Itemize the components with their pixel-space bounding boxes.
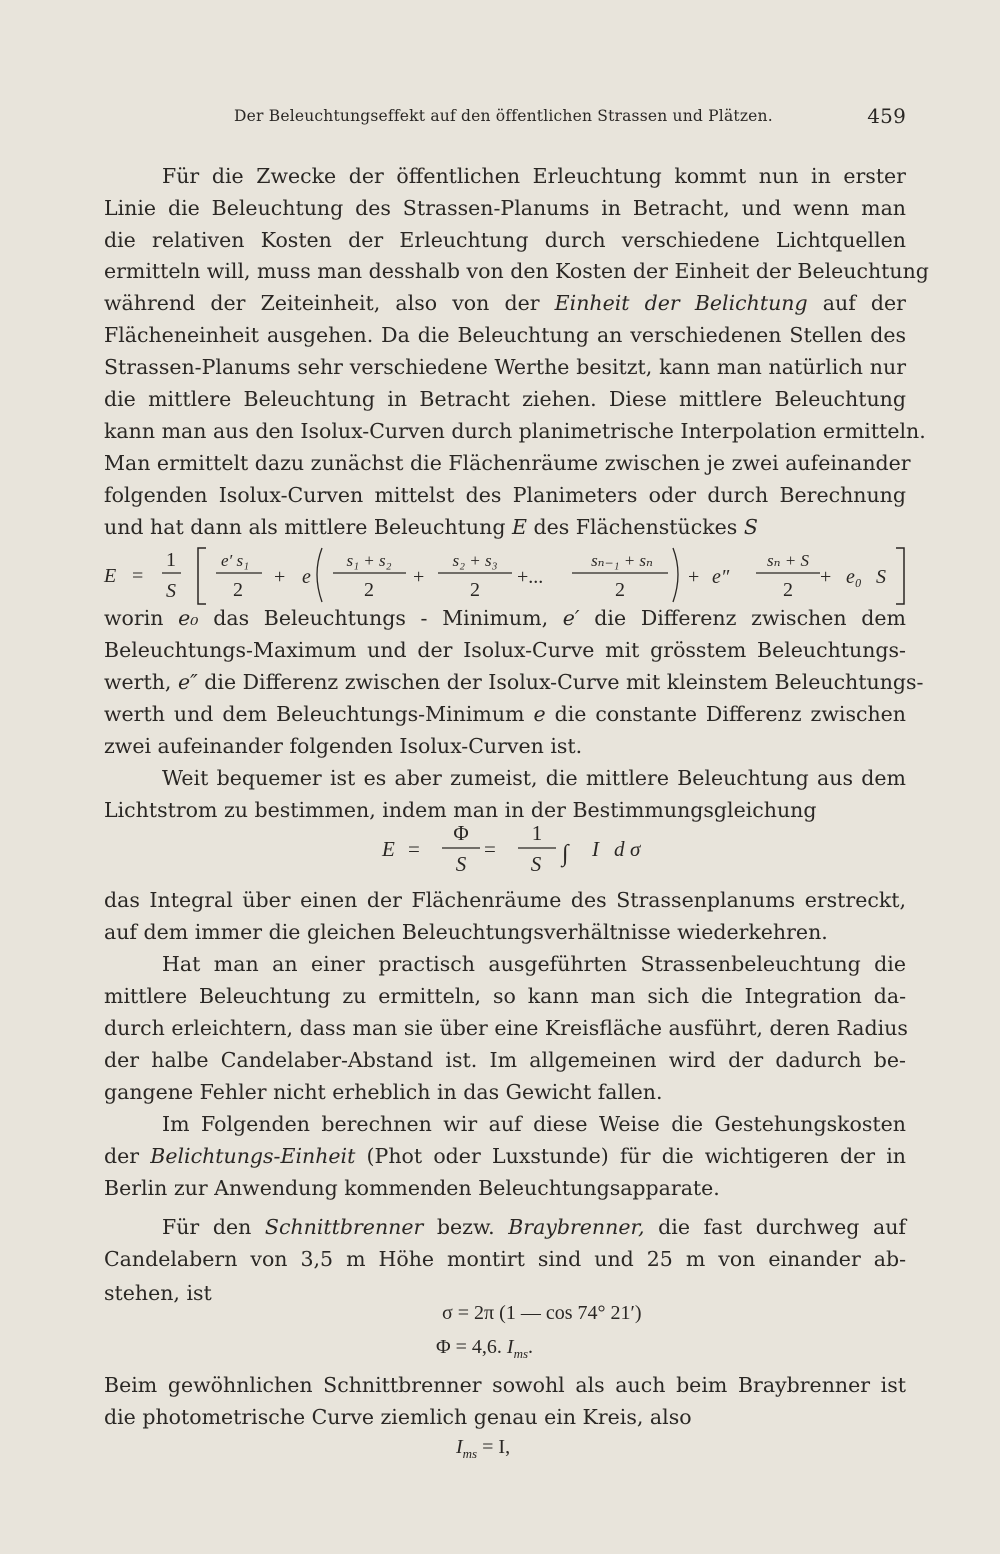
text-line: die relativen Kosten der Erleuchtung durch verschiedene Lichtquellen bbox=[104, 228, 906, 252]
formula-denominator: 2 bbox=[364, 579, 374, 601]
text-span: die constante Differenz zwischen bbox=[545, 702, 906, 726]
formula-symbol: S bbox=[876, 566, 886, 588]
text-line bbox=[162, 1212, 906, 1242]
text-line: Flächeneinheit ausgehen. Da die Beleuchtung an verschiedenen Stellen des bbox=[104, 323, 906, 347]
formula-numerator: Φ bbox=[453, 821, 469, 845]
emphasis-text: Schnittbrenner bbox=[264, 1215, 424, 1239]
formula-flux-value bbox=[436, 1336, 533, 1362]
text-span: werth, bbox=[104, 670, 178, 694]
text-line: stehen, ist bbox=[104, 1281, 212, 1305]
text-line: Candelabern von 3,5 m Höhe montirt sind und 25 m von einander ab- bbox=[104, 1247, 906, 1271]
text-span: die fast durchweg auf bbox=[644, 1215, 906, 1239]
formula-symbol: e″ bbox=[712, 566, 730, 588]
math-symbol: e bbox=[533, 702, 546, 726]
math-symbol: S bbox=[743, 515, 758, 539]
formula-denominator: 2 bbox=[783, 579, 793, 601]
text-span: die Differenz zwischen dem bbox=[579, 606, 906, 630]
formula-subscript: ms bbox=[462, 1446, 478, 1461]
math-symbol: e′ bbox=[562, 606, 580, 630]
text-line: die mittlere Beleuchtung in Betracht ziehen. Diese mittlere Beleuchtung bbox=[104, 387, 906, 411]
formula-numerator: s₁ + s₂ bbox=[346, 551, 392, 570]
formula-text: Φ = 4,6. bbox=[436, 1336, 507, 1358]
formula-operator: + bbox=[274, 566, 286, 588]
text-line: folgenden Isolux-Curven mittelst des Planimeters oder durch Berechnung bbox=[104, 483, 906, 507]
formula-symbol: I bbox=[592, 837, 599, 861]
text-line: kann man aus den Isolux-Curven durch planimetrische Interpolation ermitteln. bbox=[104, 419, 926, 443]
text-span: (Phot oder Luxstunde) für die wichtigeren der in bbox=[355, 1144, 906, 1168]
formula-denominator: 2 bbox=[615, 579, 625, 601]
emphasis-text: Einheit der Belichtung bbox=[554, 291, 808, 315]
text-span: des Flächenstückes bbox=[526, 515, 744, 539]
formula-numerator: sₙ₋₁ + sₙ bbox=[591, 551, 653, 570]
formula-operator: + bbox=[820, 566, 832, 588]
formula-symbol: I bbox=[506, 1336, 514, 1358]
text-line: zwei aufeinander folgenden Isolux-Curven ist. bbox=[104, 734, 583, 758]
emphasis-text: Braybrenner, bbox=[508, 1215, 645, 1239]
math-symbol: e″ bbox=[177, 670, 198, 694]
text-line: Beleuchtungs-Maximum und der Isolux-Curve mit grösstem Beleuchtungs- bbox=[104, 638, 906, 662]
formula-operator: = bbox=[484, 837, 496, 861]
text-line: Für die Zwecke der öffentlichen Erleuchtung kommt nun in erster bbox=[162, 164, 906, 188]
formula-operator: + bbox=[688, 566, 700, 588]
formula-symbol: e₀ bbox=[846, 566, 862, 588]
text-line: Strassen-Planums sehr verschiedene Werthe besitzt, kann man natürlich nur bbox=[104, 355, 906, 379]
text-line: Linie die Beleuchtung des Strassen-Planums in Betracht, und wenn man bbox=[104, 196, 906, 220]
text-line: Man ermittelt dazu zunächst die Flächenräume zwischen je zwei aufeinander bbox=[104, 451, 911, 475]
text-span: werth und dem Beleuchtungs-Minimum bbox=[104, 702, 534, 726]
formula-denominator: 2 bbox=[470, 579, 480, 601]
text-line: mittlere Beleuchtung zu ermitteln, so kann man sich die Integration da- bbox=[104, 984, 906, 1008]
formula-subscript: ms bbox=[513, 1346, 529, 1361]
formula-numerator: sₙ + S bbox=[767, 551, 809, 570]
formula-symbol: σ bbox=[630, 837, 641, 861]
text-line: Beim gewöhnlichen Schnittbrenner sowohl als auch beim Braybrenner ist bbox=[104, 1373, 906, 1397]
text-span: der bbox=[104, 1144, 151, 1168]
emphasis-text: Belichtungs-Einheit bbox=[150, 1144, 356, 1168]
text-span: während der Zeiteinheit, also von der bbox=[104, 291, 555, 315]
text-span: das Beleuchtungs - Minimum, bbox=[198, 606, 563, 630]
formula-text: = I, bbox=[477, 1436, 511, 1458]
text-line: die photometrische Curve ziemlich genau ein Kreis, also bbox=[104, 1405, 692, 1429]
text-line: Hat man an einer practisch ausgeführten Strassenbeleuchtung die bbox=[162, 952, 906, 976]
formula-denominator: S bbox=[166, 580, 176, 602]
page-number: 459 bbox=[867, 104, 906, 128]
text-line: ermitteln will, muss man desshalb von den Kosten der Einheit der Beleuchtung bbox=[104, 259, 929, 283]
running-title: Der Beleuchtungseffekt auf den öffentlichen Strassen und Plätzen. bbox=[234, 107, 773, 125]
integral-sign: ∫ bbox=[562, 841, 569, 867]
text-line: Lichtstrom zu bestimmen, indem man in der Bestimmungsgleichung bbox=[104, 798, 817, 822]
formula-symbol: E bbox=[104, 565, 117, 587]
text-span: auf der bbox=[807, 291, 906, 315]
formula-operator: = bbox=[408, 837, 420, 861]
math-symbol: e₀ bbox=[178, 606, 199, 630]
text-line: Im Folgenden berechnen wir auf diese Weise die Gestehungskosten bbox=[162, 1112, 906, 1136]
text-span: Für den bbox=[162, 1215, 265, 1239]
formula-denominator: S bbox=[530, 852, 542, 876]
math-symbol: E bbox=[511, 515, 527, 539]
text-line: der halbe Candelaber-Abstand ist. Im allgemeinen wird der dadurch be- bbox=[104, 1048, 906, 1072]
text-line: Weit bequemer ist es aber zumeist, die mittlere Beleuchtung aus dem bbox=[162, 766, 906, 790]
formula-solid-angle: σ = 2π (1 — cos 74° 21′) bbox=[442, 1302, 642, 1324]
formula-text: . bbox=[528, 1336, 534, 1358]
formula-numerator: 1 bbox=[531, 821, 543, 845]
text-line: durch erleichtern, dass man sie über eine Kreisfläche ausführt, deren Radius bbox=[104, 1016, 908, 1040]
formula-symbol: d bbox=[614, 837, 625, 861]
text-span: und hat dann als mittlere Beleuchtung bbox=[104, 515, 512, 539]
text-line: das Integral über einen der Flächenräume des Strassenplanums erstreckt, bbox=[104, 888, 906, 912]
formula-denominator: 2 bbox=[233, 579, 243, 601]
formula-operator: + bbox=[413, 566, 425, 588]
text-line: gangene Fehler nicht erheblich in das Gewicht fallen. bbox=[104, 1080, 663, 1104]
formula-denominator: S bbox=[455, 852, 467, 876]
formula-intensity bbox=[456, 1436, 510, 1462]
text-line: Berlin zur Anwendung kommenden Beleuchtungsapparate. bbox=[104, 1176, 720, 1200]
formula-symbol: E bbox=[382, 837, 395, 861]
text-line: auf dem immer die gleichen Beleuchtungsverhältnisse wiederkehren. bbox=[104, 920, 828, 944]
text-span: bezw. bbox=[423, 1215, 509, 1239]
formula-numerator: 1 bbox=[166, 549, 176, 571]
text-line bbox=[104, 1141, 906, 1171]
formula-symbol: I bbox=[456, 1436, 463, 1458]
formula-operator: = bbox=[132, 565, 144, 587]
formula-symbol: e bbox=[302, 566, 311, 588]
text-span: worin bbox=[104, 606, 179, 630]
formula-numerator: e′ s₁ bbox=[220, 551, 250, 570]
formula-numerator: s₂ + s₃ bbox=[452, 551, 498, 570]
formula-operator: +... bbox=[517, 566, 544, 588]
text-span: die Differenz zwischen der Isolux-Curve mit kleinstem Beleuchtungs- bbox=[197, 670, 924, 694]
